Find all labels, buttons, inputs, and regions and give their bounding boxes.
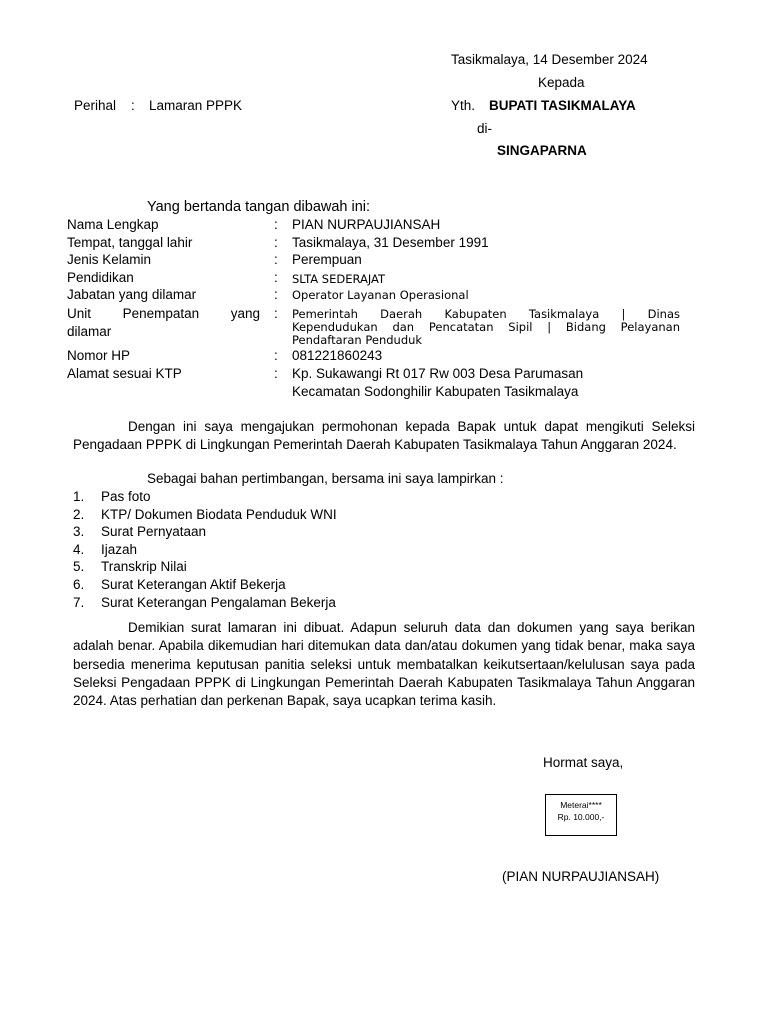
recipient-name: BUPATI TASIKMALAYA [489,98,636,113]
field-value: Kp. Sukawangi Rt 017 Rw 003 Desa Parumasan [292,366,584,381]
field-row-nama [67,217,681,235]
intro-text: Yang bertanda tangan dibawah ini: [147,199,371,215]
field-label: Pendidikan [67,270,134,285]
field-value: SLTA SEDERAJAT [292,272,386,286]
field-row-ttl [67,235,681,253]
list-item: 7. Surat Keterangan Pengalaman Bekerja [73,594,336,610]
recipient-city: SINGAPARNA [497,143,587,158]
stamp-line: Meterai**** [560,800,602,810]
attachments-intro: Sebagai bahan pertimbangan, bersama ini saya lampirkan : [147,471,504,486]
field-colon: : [274,306,278,321]
field-label: Alamat sesuai KTP [67,366,182,381]
field-row-nomor-hp [67,348,681,366]
attachments-list [73,488,337,611]
perihal-colon: : [131,98,135,113]
field-value-cont: Pendaftaran Penduduk [292,333,423,347]
field-value-cont: Kependudukan dan Pencatatan Sipil | Bidang Pelayanan [292,320,680,334]
closing-text: Hormat saya, [543,755,624,770]
field-row-jabatan [67,287,681,305]
field-value: Tasikmalaya, 31 Desember 1991 [292,235,489,250]
field-colon: : [274,270,278,285]
list-item: 6. Surat Keterangan Aktif Bekerja [73,576,286,592]
meterai-stamp-box [545,794,617,836]
field-row-unit-penempatan [67,306,681,350]
di-label: di- [477,121,493,136]
list-item: 4. Ijazah [73,541,138,557]
field-value: Operator Layanan Operasional [292,288,469,302]
field-label: Unit Penempatan yang [67,306,260,321]
field-colon: : [274,348,278,363]
list-item: 1. Pas foto [73,489,151,504]
field-row-jenis-kelamin [67,252,681,270]
field-label: Nama Lengkap [67,217,159,232]
yth-label: Yth. [451,98,476,113]
perihal-label: Perihal [74,98,117,113]
field-row-pendidikan [67,270,681,288]
stamp-line: Rp. 10.000,- [557,812,605,822]
field-label-cont: dilamar [67,324,112,339]
field-label: Jabatan yang dilamar [67,287,197,302]
field-label: Tempat, tanggal lahir [67,235,193,250]
body-paragraph-2: Demikian surat lamaran ini dibuat. Adapun seluruh data dan dokumen yang saya berikan adalah benar. Apabila dikemudian hari ditemukan data dan/atau dokumen yang tidak benar, maka saya bersedia menerima keputusan panitia seleksi untuk membatalkan keikutsertaan/kelulusan saya pada Seleksi Pengadaan PPPK di Lingkungan Pemerintah Daerah Kabupaten Tasikmalaya Tahun Anggaran 2024. Atas perhatian dan perkenan Bapak, saya ucapkan terima kasih. [73,620,695,709]
field-label: Nomor HP [67,348,131,363]
field-row-alamat [67,366,681,404]
field-label: Jenis Kelamin [67,252,152,267]
list-item: 5. Transkrip Nilai [73,559,187,575]
field-value: Pemerintah Daerah Kabupaten Tasikmalaya | Dinas [292,307,680,321]
kepada-label: Kepada [538,75,585,90]
signature-name: (PIAN NURPAUJIANSAH) [502,869,660,884]
perihal-value: Lamaran PPPK [149,98,243,113]
body-paragraph-1: Dengan ini saya mengajukan permohonan kepada Bapak untuk dapat mengikuti Seleksi Pengadaan PPPK di Lingkungan Pemerintah Daerah Kabupaten Tasikmalaya Tahun Anggaran 2024. [73,419,695,453]
field-value: Perempuan [292,252,362,267]
field-value-cont: Kecamatan Sodonghilir Kabupaten Tasikmalaya [292,384,579,399]
field-colon: : [274,235,278,250]
field-colon: : [274,287,278,302]
field-colon: : [274,252,278,267]
field-value: PIAN NURPAUJIANSAH [292,217,441,232]
field-colon: : [274,217,278,232]
field-value: 081221860243 [292,348,383,363]
list-item: 2. KTP/ Dokumen Biodata Penduduk WNI [73,506,337,522]
list-item: 3. Surat Pernyataan [73,524,207,540]
letter-date: Tasikmalaya, 14 Desember 2024 [451,52,648,67]
field-colon: : [274,366,278,381]
